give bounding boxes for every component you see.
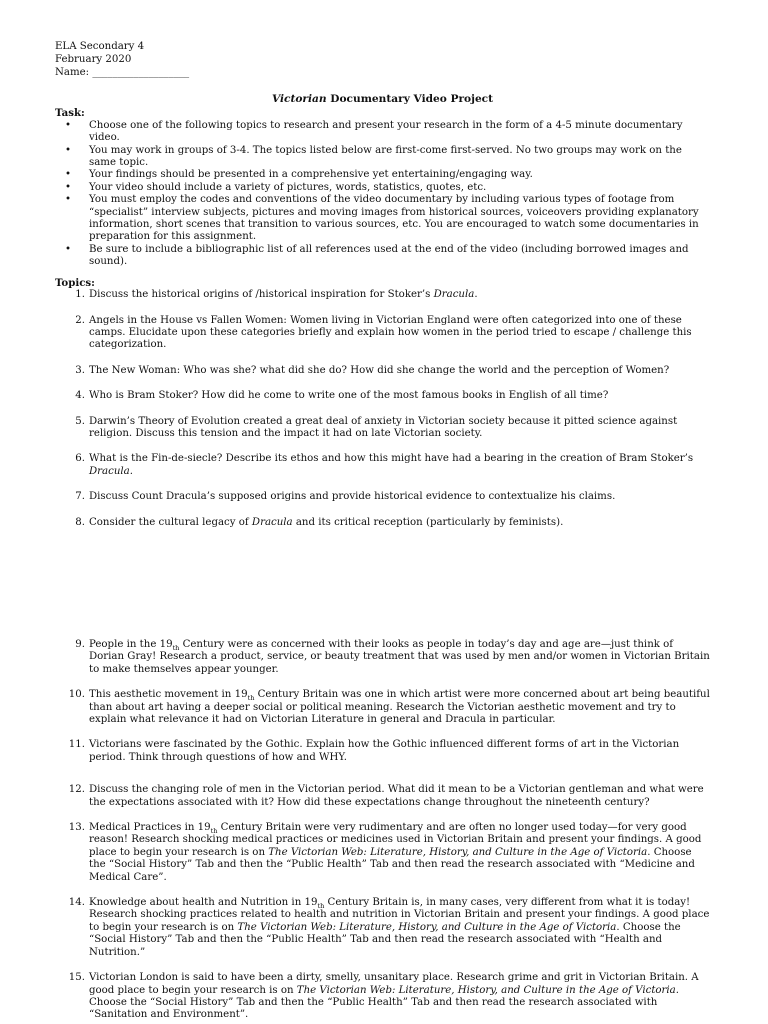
topic-text: . Choose the “Social History” Tab and then the “Public Health” Tab and then read the research associated with “Sanitation and Environment”.	[89, 984, 680, 1021]
topic-text: Consider the cultural legacy of	[89, 516, 252, 528]
topic-number: 5.	[75, 415, 85, 427]
name-line: Name: ___________________	[55, 67, 190, 78]
task-bullet: • Be sure to include a bibliographic list of all references used at the end of the video (including borrowed images and sound).	[55, 244, 710, 269]
task-bullet: • Your findings should be presented in a comprehensive yet entertaining/engaging way.	[55, 169, 710, 181]
topic-number: 15.	[68, 972, 85, 984]
ordinal-suffix: th	[247, 694, 255, 703]
topic-number: 4.	[75, 390, 85, 402]
topic-text: and its critical reception (particularly by feminists).	[292, 516, 564, 528]
topic-text: Discuss Count Dracula’s supposed origins and provide historical evidence to contextualize his claims.	[89, 491, 616, 503]
page-title	[55, 93, 710, 105]
topic-text: People in the 19	[89, 638, 173, 650]
task-label: Task:	[55, 107, 85, 120]
topic-italic: The Victorian Web: Literature, History, and Culture in the Age of Victoria	[268, 846, 648, 858]
topic-italic: The Victorian Web: Literature, History, and Culture in the Age of Victoria	[237, 921, 617, 933]
topic-item	[55, 822, 710, 884]
topic-text: Angels in the House vs Fallen Women: Women living in Victorian England were often categorized into one of these camps. Elucidate upon these categories briefly and explain how women in the period tried to escape / challenge this categorization.	[89, 314, 692, 351]
date-line: February 2020	[55, 54, 132, 65]
task-bullet: • You may work in groups of 3-4. The topics listed below are first-come first-served. No two groups may work on the same topic.	[55, 145, 710, 170]
topic-text: What is the Fin-de-siecle? Describe its ethos and how this might have had a bearing in the creation of Bram Stoker’s	[89, 453, 694, 465]
topic-text: Century Britain were very rudimentary and are often no longer used today—for very good reason! Research shocking medical practices or medicines used in Victorian Britain and present your findings. A good place to begin your research is on	[89, 822, 702, 858]
topic-item	[55, 689, 710, 726]
ordinal-suffix: th	[317, 902, 325, 911]
topic-text: Medical Practices in 19	[89, 822, 211, 834]
topic-number: 2.	[75, 314, 85, 326]
title-italic: Victorian	[271, 93, 327, 105]
topic-item	[55, 897, 710, 959]
topic-number: 6.	[75, 453, 85, 465]
topic-number: 3.	[75, 364, 85, 376]
header-block	[55, 40, 710, 79]
topic-text: Knowledge about health and Nutrition in 19	[89, 897, 318, 909]
topic-text: . Choose the “Social History” Tab and then the “Public Health” Tab and then read the research associated with “Medicine and Medical Care”.	[89, 846, 695, 883]
topic-text: .	[129, 465, 133, 477]
topic-text: Victorian London is said to have been a dirty, smelly, unsanitary place. Research grime and grit in Victorian Britain. A good place to begin your research is on	[89, 972, 699, 996]
topic-italic: Dracula	[89, 465, 130, 477]
ordinal-suffix: th	[172, 644, 180, 652]
topic-number: 1.	[75, 289, 85, 301]
task-bullet: • Your video should include a variety of pictures, words, statistics, quotes, etc.	[55, 182, 710, 194]
topic-item	[55, 639, 710, 676]
topic-text: Century Britain is, in many cases, very different from what it is today! Research shocking practices related to health and nutrition in Victorian Britain and present your findings. A good place to begin your research is on	[89, 897, 710, 933]
topic-item	[55, 739, 710, 764]
topic-text: .	[474, 289, 478, 301]
topic-item	[55, 491, 710, 503]
topic-text: Darwin’s Theory of Evolution created a great deal of anxiety in Victorian society because it pitted science against religion. Discuss this tension and the impact it had on late Victorian society.	[89, 415, 678, 439]
topic-number: 8.	[75, 516, 85, 528]
topic-item	[55, 289, 710, 301]
topic-number: 10.	[68, 689, 85, 701]
topic-text: Discuss the changing role of men in the Victorian period. What did it mean to be a Victorian gentleman and what were the expectations associated with it? How did these expectations change throughout the nineteenth century?	[89, 784, 704, 808]
topic-number: 12.	[68, 784, 85, 796]
course-line: ELA Secondary 4	[55, 41, 145, 52]
title-rest: Documentary Video Project	[326, 93, 494, 105]
task-bullet: • You must employ the codes and conventions of the video documentary by including various types of footage from “specialist” interview subjects, pictures and moving images from historical sources, voiceovers providing explanatory information, short scenes that transition to various sources, etc. You are encouraged to watch some documentaries in preparation for this assignment.	[55, 194, 710, 244]
task-list	[55, 120, 710, 269]
topic-italic: Dracula	[433, 289, 475, 301]
topic-italic: Dracula	[251, 516, 293, 528]
topic-number: 14.	[68, 897, 85, 909]
topic-item	[55, 315, 710, 352]
topic-number: 9.	[75, 638, 85, 650]
topic-text: Who is Bram Stoker? How did he come to write one of the most famous books in English of all time?	[89, 390, 609, 402]
topic-item	[55, 972, 710, 1022]
topic-number: 11.	[68, 739, 85, 751]
topic-number: 7.	[75, 491, 85, 503]
topic-text: Victorians were fascinated by the Gothic. Explain how the Gothic influenced different forms of art in the Victorian period. Think through questions of how and WHY.	[89, 739, 680, 763]
topic-item	[55, 784, 710, 809]
topic-item	[55, 416, 710, 441]
topic-text: Discuss the historical origins of /historical inspiration for Stoker’s	[89, 289, 434, 301]
topic-list	[55, 289, 710, 1022]
topic-text: This aesthetic movement in 19	[89, 689, 248, 701]
topic-text: . Choose the “Social History” Tab and then the “Public Health” Tab and then read the research associated with “Health and Nutrition.”	[89, 921, 681, 958]
topic-item	[55, 390, 710, 402]
topic-text: Century Britain was one in which artist were more concerned about art being beautiful than about art having a deeper social or political meaning. Research the Victorian aesthetic movement and try to explain what relevance it had on Victorian Literature in general and Dracula in particular.	[89, 689, 710, 725]
topic-number: 13.	[68, 822, 85, 834]
topic-italic: The Victorian Web: Literature, History, and Culture in the Age of Victoria	[296, 984, 676, 996]
ordinal-suffix: th	[210, 827, 218, 836]
topic-item	[55, 365, 710, 377]
topic-item	[55, 517, 710, 529]
task-bullet: • Choose one of the following topics to research and present your research in the form of a 4-5 minute documentary video.	[55, 120, 710, 145]
topics-label: Topics:	[55, 276, 95, 289]
topic-text: The New Woman: Who was she? what did she do? How did she change the world and the perception of Women?	[89, 364, 670, 376]
topic-item	[55, 453, 710, 478]
topic-text: Century were as concerned with their looks as people in today’s day and age are—just think of Dorian Gray! Research a product, service, or beauty treatment that was used by men and/or women in Victorian Britain to make themselves appear younger.	[89, 638, 710, 675]
